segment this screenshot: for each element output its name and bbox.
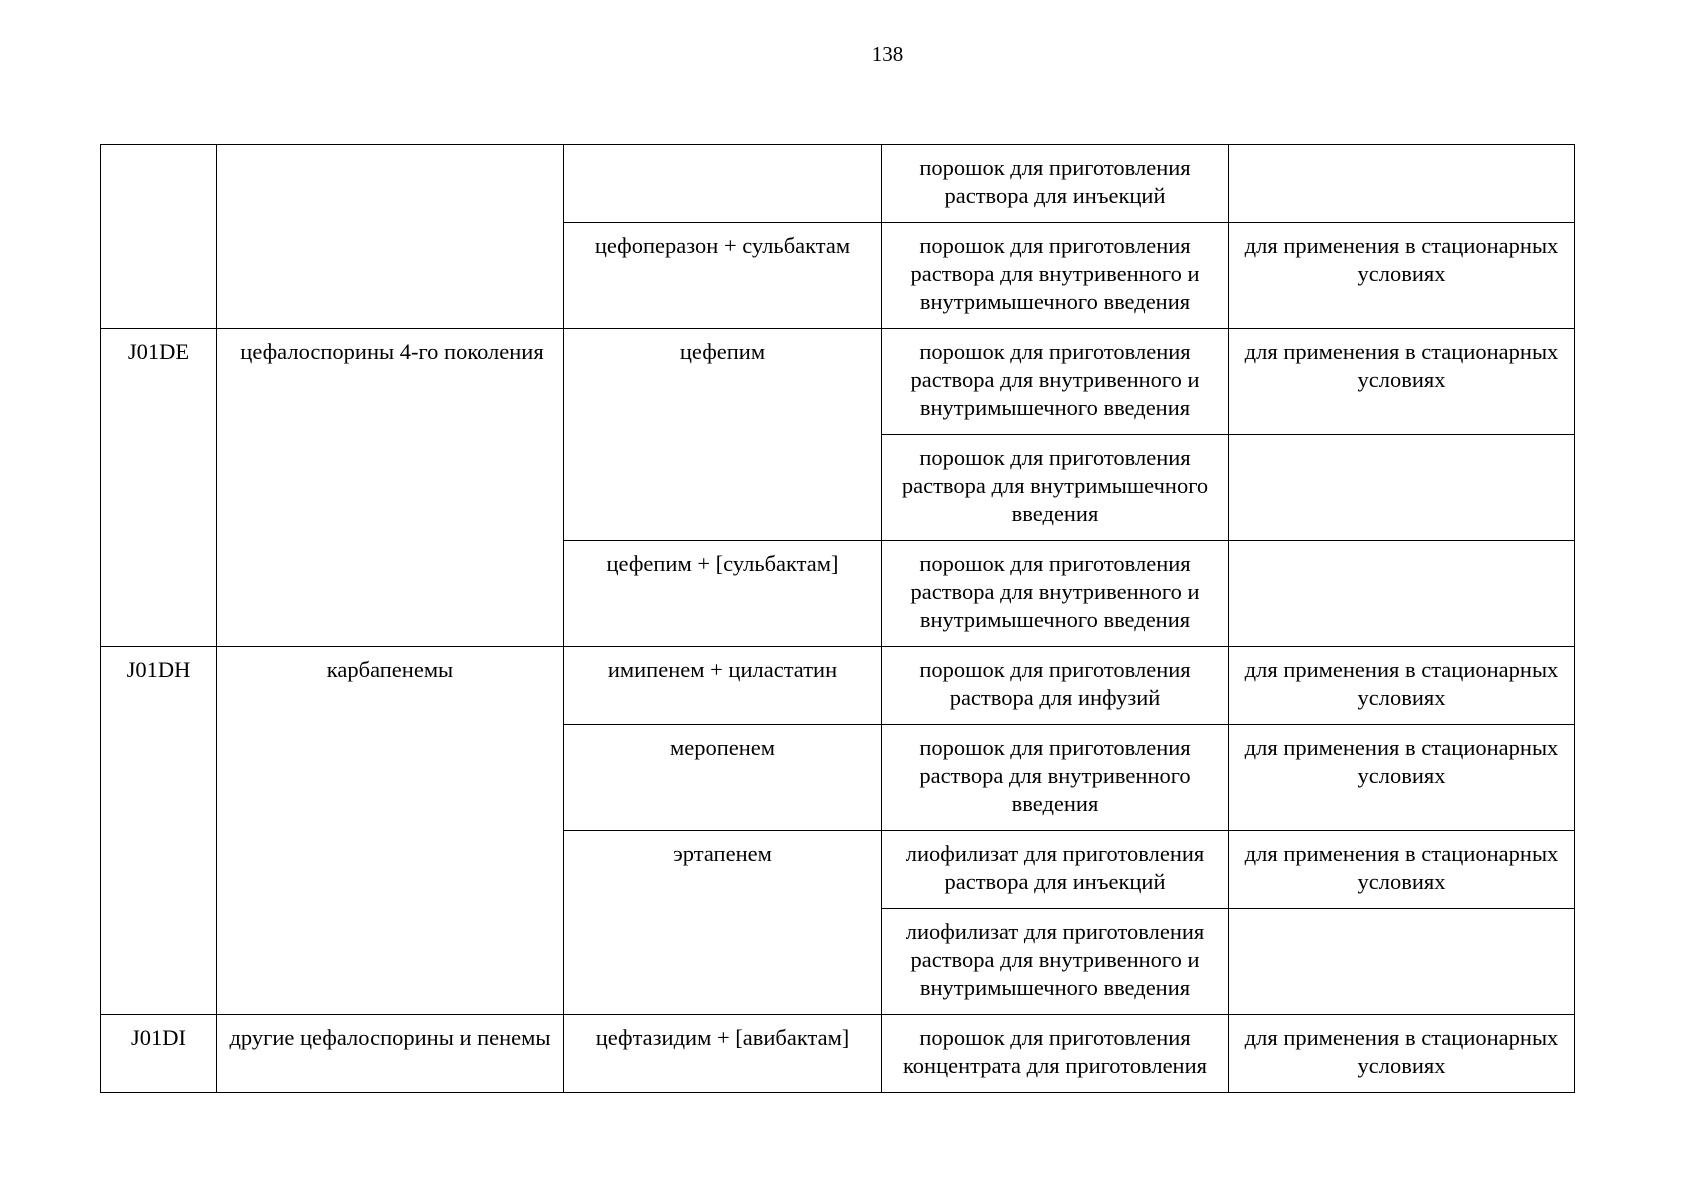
drug-name-cell: цефтазидим + [авибактам] [564, 1015, 882, 1093]
dosage-form-cell: порошок для приготовления раствора для внутривенного и внутримышечного введения [882, 223, 1229, 329]
note-cell: для применения в стационарных условиях [1229, 725, 1575, 831]
group-name-cell: карбапенемы [217, 647, 564, 1015]
dosage-form-cell: порошок для приготовления концентрата для приготовления [882, 1015, 1229, 1093]
note-cell [1229, 145, 1575, 223]
table-row [101, 145, 1575, 223]
dosage-form-cell: порошок для приготовления раствора для внутримышечного введения [882, 435, 1229, 541]
dosage-form-cell: порошок для приготовления раствора для внутривенного и внутримышечного введения [882, 541, 1229, 647]
table-row [101, 1015, 1575, 1093]
dosage-form-cell: порошок для приготовления раствора для инфузий [882, 647, 1229, 725]
atc-code-cell: J01DE [101, 329, 217, 647]
dosage-form-cell: порошок для приготовления раствора для инъекций [882, 145, 1229, 223]
group-name-cell: цефалоспорины 4-го поколения [217, 329, 564, 647]
note-cell [1229, 909, 1575, 1015]
table-row [101, 647, 1575, 725]
drug-name-cell [564, 145, 882, 223]
atc-code-cell: J01DH [101, 647, 217, 1015]
dosage-form-cell: порошок для приготовления раствора для внутривенного и внутримышечного введения [882, 329, 1229, 435]
drug-name-cell: эртапенем [564, 831, 882, 1015]
drug-name-cell: цефепим [564, 329, 882, 541]
note-cell: для применения в стационарных условиях [1229, 647, 1575, 725]
drug-name-cell: меропенем [564, 725, 882, 831]
atc-code-cell: J01DI [101, 1015, 217, 1093]
dosage-form-cell: лиофилизат для приготовления раствора для внутривенного и внутримышечного введения [882, 909, 1229, 1015]
drug-name-cell: цефепим + [сульбактам] [564, 541, 882, 647]
drug-name-cell: имипенем + циластатин [564, 647, 882, 725]
group-name-cell: другие цефалоспорины и пенемы [217, 1015, 564, 1093]
note-cell [1229, 435, 1575, 541]
drug-table [100, 144, 1575, 1093]
group-name-cell [217, 145, 564, 329]
note-cell [1229, 541, 1575, 647]
dosage-form-cell: порошок для приготовления раствора для внутривенного введения [882, 725, 1229, 831]
atc-code-cell [101, 145, 217, 329]
note-cell: для применения в стационарных условиях [1229, 329, 1575, 435]
note-cell: для применения в стационарных условиях [1229, 223, 1575, 329]
note-cell: для применения в стационарных условиях [1229, 1015, 1575, 1093]
dosage-form-cell: лиофилизат для приготовления раствора для инъекций [882, 831, 1229, 909]
table-row [101, 329, 1575, 435]
note-cell: для применения в стационарных условиях [1229, 831, 1575, 909]
drug-name-cell: цефоперазон + сульбактам [564, 223, 882, 329]
page-number: 138 [871, 42, 904, 66]
